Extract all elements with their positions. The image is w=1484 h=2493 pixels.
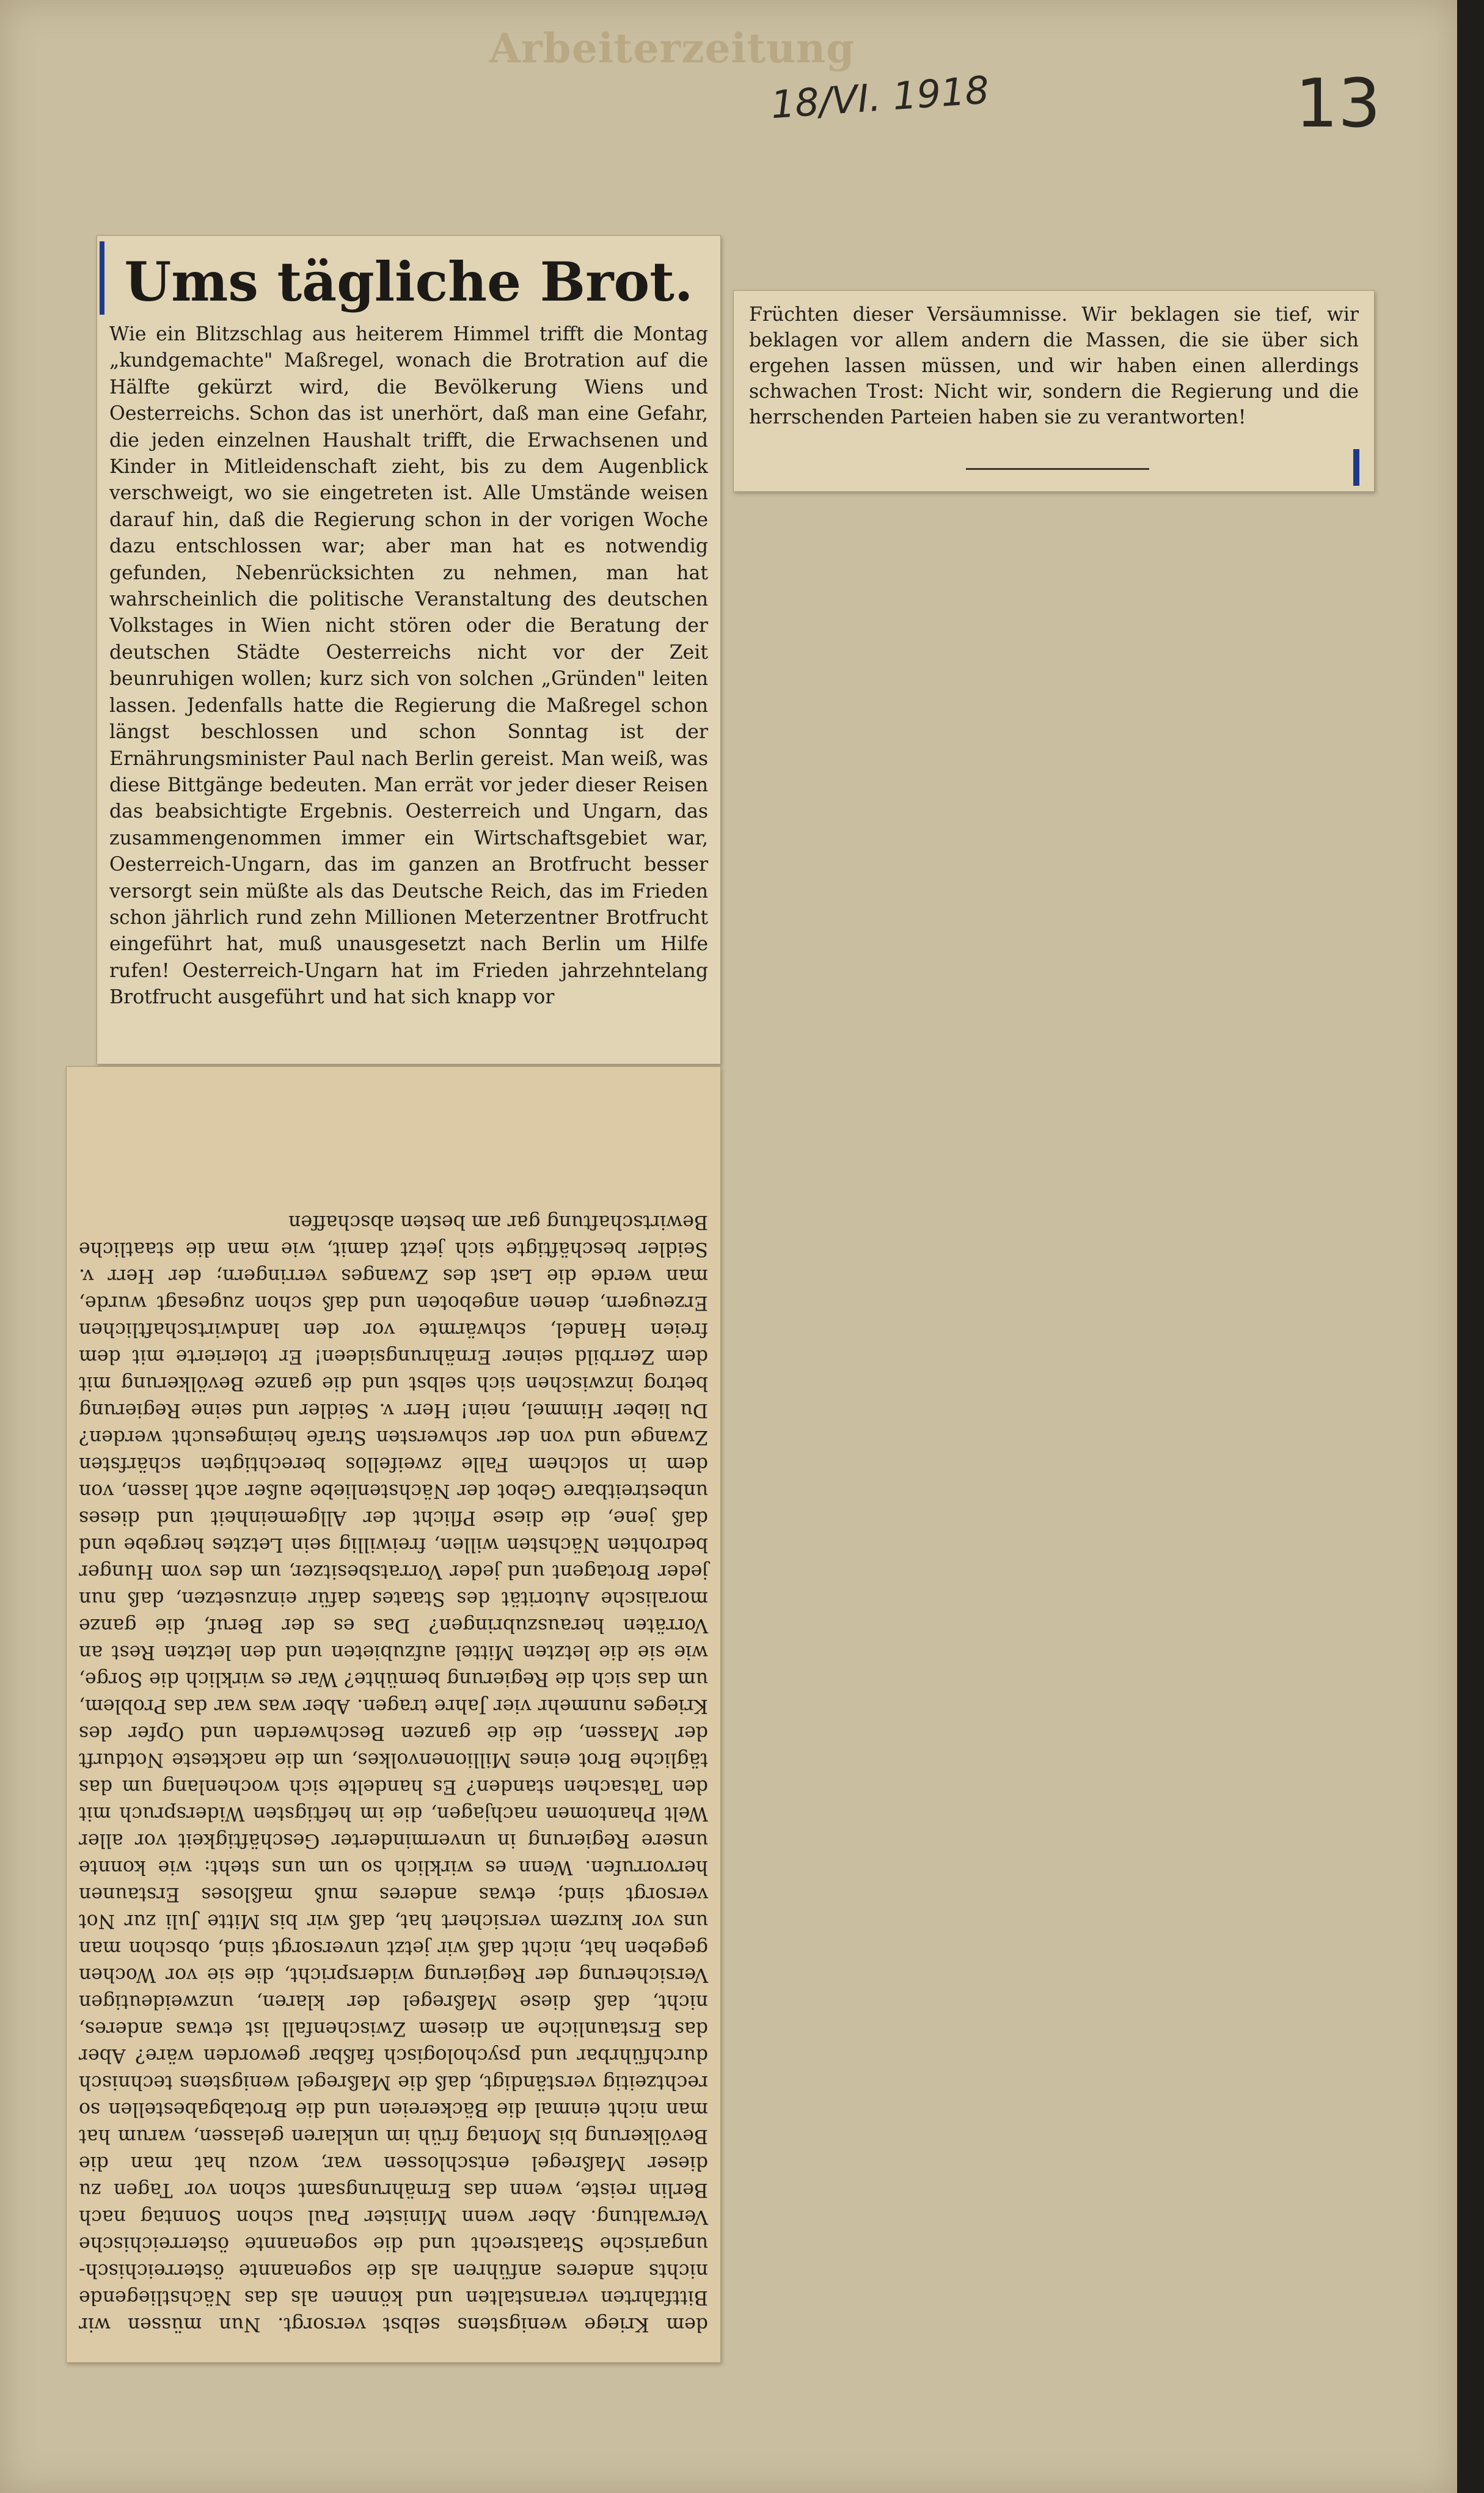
clipping-column-3 [733,290,1375,492]
article-text-column-1: Wie ein Blitzschlag aus heiterem Himmel trifft die Montag „kundgemachte" Maßregel, wonach die Brotration auf die Hälfte gekürzt wird, die Bevölkerung Wiens und Oesterreichs. Schon das ist unerhört, daß man eine Gefahr, die jeden einzelnen Haushalt trifft, die Erwachsenen und Kinder in Mitleidenschaft zieht, bis zu dem Augenblick verschweigt, wo sie eingetreten ist. Alle Umstände weisen darauf hin, daß die Regierung schon in der vorigen Woche dazu entschlossen war; aber man hat es notwendig gefunden, Nebenrücksichten zu nehmen, man hat wahrscheinlich die politische Veranstaltung des deutschen Volkstages in Wien nicht stören oder die Beratung der deutschen Städte Oesterreichs nicht vor der Zeit beunruhigen wollen; kurz sich von solchen „Gründen" leiten lassen. Jedenfalls hatte die Regierung die Maßregel schon längst beschlossen und schon Sonntag ist der Ernährungsminister Paul nach Berlin gereist. Man weiß, was diese Bittgänge bedeuten. Man errät vor jeder dieser Reisen das beabsichtigte Ergebnis. Oesterreich und Ungarn, das zusammengenommen immer ein Wirtschaftsgebiet war, Oesterreich-Ungarn, das im ganzen an Brotfrucht besser versorgt sein müßte als das Deutsche Reich, das im Frieden schon jährlich rund zehn Millionen Meterzentner Brotfrucht eingeführt hat, muß unausgesetzt nach Berlin um Hilfe rufen! Oesterreich-Ungarn hat im Frieden jahrzehntelang Brotfrucht ausgeführt und hat sich knapp vor [109,323,708,1009]
clipping-column-1 [97,235,721,1064]
blue-pencil-mark [1353,449,1359,486]
newspaper-stamp: Arbeiterzeitung [489,24,855,72]
inverted-text-wrapper [67,1067,720,2362]
article-text-column-2: dem Kriege wenigstens selbst versorgt. Nun müssen wir Bittfahrten veranstalten und können als das Nächstliegende nichts anderes anführen als die sogenannte österreichisch-ungarische Staatsrecht und die sogenannte österreichische Verwaltung. Aber wenn Minister Paul schon Sonntag nach Berlin reiste, wenn das Ernährungsamt schon vor Tagen zu dieser Maßregel entschlossen war, wozu hat man die Bevölkerung bis Montag früh im unklaren gelassen, warum hat man nicht einmal die Bäckereien und die Brotabgabestellen so rechtzeitig verständigt, daß die Maßregel wenigstens technisch durchführbar und psychologisch faßbar geworden wäre? Aber das Erstaunliche an diesem Zwischenfall ist etwas anderes, nicht, daß diese Maßregel der klaren, unzweideutigen Versicherung der Regierung widerspricht, die sie vor Wochen gegeben hat, nicht daß wir jetzt unversorgt sind, obschon man uns vor kurzem versichert hat, daß wir bis Mitte Juli zur Not versorgt sind; etwas anderes muß maßloses Erstaunen hervorrufen. Wenn es wirklich so um uns steht: wie konnte unsere Regierung in unverminderter Geschäftigkeit vor aller Welt Phantomen nachjagen, die im heftigsten Widerspruch mit den Tatsachen standen? Es handelte sich wochenlang um das tägliche Brot eines Millionenvolkes, um die nackteste Notdurft der Massen, die die ganzen Beschwerden und Opfer des Krieges nunmehr vier Jahre tragen. Aber was war das Problem, um das sich die Regierung bemühte? War es wirklich die Sorge, wie sie die letzten Mittel aufzubieten und den letzten Rest an Vorräten herauszubringen? Das es der Beruf, die ganze moralische Autorität des Staates dafür einzusetzen, daß nun jeder Brotagent und jeder Vorratsbesitzer, um des vom Hunger bedrohten Nächsten willen, freiwillig sein Letztes hergebe und daß jene, die diese Pflicht der Allgemeinheit und dieses unbestreitbare Gebot der Nächstenliebe außer acht lassen, von dem in solchem Falle zweifellos berechtigten schärfsten Zwange und von der schwersten Strafe heimgesucht werden? Du lieber Himmel, nein! Herr v. Seidler und seine Regierung betrog inzwischen sich selbst und die ganze Bevölkerung mit dem Zerrbild seiner Ernährungsideen! Er tolerierte mit dem freien Handel, schwärmte vor den landwirtschaftlichen Erzeugern, denen angeboten und daß schon zugesagt wurde, man werde die Last des Zwanges verringern; der Herr v. Seidler beschäftigte sich jetzt damit, wie man die staatliche Bewirtschaftung gar am besten abschaffen [79,1211,708,2335]
end-rule [966,468,1149,470]
clipping-column-2-inverted [66,1066,721,2363]
page-number: 13 [1295,64,1381,142]
handwritten-date: 18/VI. 1918 [769,67,991,128]
article-headline: Ums tägliche Brot. [124,250,693,313]
article-text-column-3: Früchten dieser Versäumnisse. Wir beklagen sie tief, wir beklagen vor allem andern die Massen, die sie über sich ergehen lassen müssen, und wir haben einen allerdings schwachen Trost: Nicht wir, sondern die Regierung und die herrschenden Parteien haben sie zu verantworten! [749,304,1359,428]
blue-pencil-mark [100,241,104,315]
scan-edge [1457,0,1484,2493]
